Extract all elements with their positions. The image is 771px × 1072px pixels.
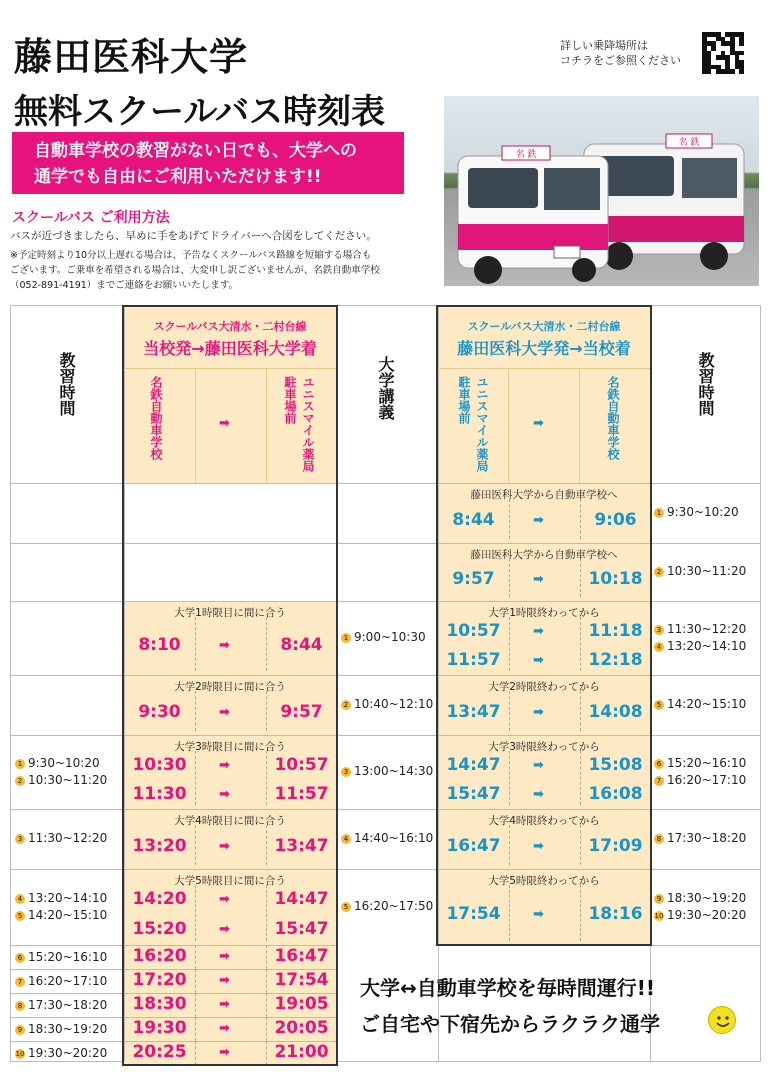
lecture-time-text: 16:20~17:50 <box>354 899 434 913</box>
outbound-departure-time: 8:10 <box>138 635 181 655</box>
lesson-time-text: 10:30~11:20 <box>667 564 747 578</box>
lesson-number-badge: 1 <box>15 759 25 769</box>
lecture-time <box>341 831 433 845</box>
lesson-number-badge: 2 <box>341 700 351 710</box>
bus-photo <box>444 96 759 286</box>
slogan-line-1: 大学↔自動車学校を毎時間運行!! <box>360 976 655 1000</box>
lecture-time <box>341 764 433 778</box>
lecture-time <box>341 630 426 644</box>
lesson-time-text: 17:30~18:20 <box>667 831 747 845</box>
lecture-time-text: 10:40~12:10 <box>354 697 434 711</box>
lesson-number-badge: 7 <box>15 977 25 987</box>
outbound-arrival-time: 16:47 <box>274 946 329 966</box>
left-lesson-header: 教習時間 <box>57 352 76 416</box>
lesson-time-text: 15:20~16:10 <box>667 756 747 770</box>
inbound-arrival-time: 18:16 <box>588 904 643 924</box>
usage-note-line-2: ございます。ご乗車を希望される場合は、大変申し訳ございませんが、名鉄自動車学校 <box>10 265 380 276</box>
inbound-note: 大学4時限終わってから <box>488 815 600 827</box>
inbound-arrow: ➡ <box>533 572 544 587</box>
outbound-arrow: ➡ <box>219 892 230 907</box>
lesson-number-badge: 8 <box>654 834 664 844</box>
lesson-time-text: 16:20~17:10 <box>667 773 747 787</box>
lesson-number-badge: 6 <box>15 953 25 963</box>
timetable <box>10 305 761 1062</box>
inbound-arrow: ➡ <box>533 839 544 854</box>
page-subtitle: 無料スクールバス時刻表 <box>14 92 385 132</box>
inbound-arrival-time: 11:18 <box>588 620 643 641</box>
lesson-time-text: 18:30~19:20 <box>28 1022 108 1036</box>
lesson-number-badge: 5 <box>341 902 351 912</box>
outbound-arrow: ➡ <box>219 638 230 653</box>
outbound-note: 大学1時限目に間に合う <box>174 607 286 619</box>
outbound-arrival-time: 10:57 <box>274 754 329 775</box>
bus-sign-back: 名 鉄 <box>678 138 700 148</box>
lesson-number-badge: 2 <box>654 567 664 577</box>
lesson-number-badge: 9 <box>15 1025 25 1035</box>
inbound-departure-time: 14:47 <box>446 754 501 775</box>
outbound-departure-time: 10:30 <box>132 754 187 775</box>
outbound-note: 大学2時限目に間に合う <box>174 681 286 693</box>
outbound-from-stop: 名鉄自動車学校 <box>149 376 163 460</box>
lesson-number-badge: 8 <box>15 1001 25 1011</box>
outbound-line-name: スクールバス大清水・二村台線 <box>153 320 307 333</box>
lesson-time-text: 9:30~10:20 <box>667 505 739 519</box>
outbound-arrow: ➡ <box>219 973 230 988</box>
lesson-number-badge: 10 <box>654 912 664 920</box>
outbound-departure-time: 16:20 <box>132 946 187 966</box>
inbound-to-stop: 名鉄自動車学校 <box>606 376 620 460</box>
lesson-time-text: 11:30~12:20 <box>667 622 747 636</box>
lecture-time <box>341 899 433 913</box>
banner-line-2: 通学でも自由にご利用いただけます!! <box>34 167 322 187</box>
inbound-arrival-time: 9:06 <box>594 510 637 530</box>
lesson-time <box>15 950 107 964</box>
usage-note <box>10 248 430 293</box>
lecture-time-text: 14:40~16:10 <box>354 831 434 845</box>
outbound-arrow: ➡ <box>219 839 230 854</box>
lesson-number-badge: 9 <box>654 894 664 904</box>
lesson-time <box>15 1046 107 1060</box>
lesson-time-text: 10:30~11:20 <box>28 773 108 787</box>
lesson-time <box>654 908 746 922</box>
outbound-arrival-time: 17:54 <box>274 970 329 990</box>
outbound-arrival-time: 14:47 <box>274 889 329 909</box>
outbound-departure-time: 11:30 <box>132 783 187 804</box>
usage-note-line-1: ※予定時刻より10分以上遅れる場合は、予告なくスクールバス路線を短縮する場合も <box>10 250 372 261</box>
outbound-to-stop: ユニスマイル薬局駐車場前 <box>283 376 315 472</box>
lesson-time <box>654 639 746 653</box>
outbound-departure-time: 9:30 <box>138 702 181 722</box>
inbound-arrival-time: 16:08 <box>588 783 643 804</box>
bus-illustration <box>444 96 759 286</box>
lesson-number-badge: 7 <box>654 776 664 786</box>
inbound-from-stop: ユニスマイル薬局駐車場前 <box>457 376 489 472</box>
lesson-time <box>15 998 107 1012</box>
inbound-line-name: スクールバス大清水・二村台線 <box>467 320 621 333</box>
outbound-arrow: ➡ <box>219 922 230 937</box>
outbound-note: 大学5時限目に間に合う <box>174 875 286 887</box>
qr-code[interactable] <box>700 30 746 76</box>
inbound-arrival-time: 17:09 <box>588 836 643 856</box>
lesson-number-badge: 4 <box>341 834 351 844</box>
outbound-departure-time: 15:20 <box>132 919 187 939</box>
outbound-arrow: ➡ <box>219 1021 230 1036</box>
lesson-number-badge: 6 <box>654 759 664 769</box>
inbound-departure-time: 13:47 <box>446 702 501 722</box>
lesson-time <box>15 908 107 922</box>
inbound-arrow: ➡ <box>533 907 544 922</box>
outbound-arrow: ➡ <box>219 705 230 720</box>
inbound-departure-time: 9:57 <box>452 569 495 589</box>
lesson-time-text: 16:20~17:10 <box>28 974 108 988</box>
inbound-note: 大学3時限終わってから <box>488 741 600 753</box>
inbound-departure-time: 16:47 <box>446 836 501 856</box>
outbound-arrow: ➡ <box>219 997 230 1012</box>
usage-instruction: バスが近づきましたら、早めに手をあげてドライバーへ合図をしてください。 <box>10 230 377 242</box>
lesson-time <box>654 891 746 905</box>
inbound-arrival-time: 14:08 <box>588 702 643 722</box>
lecture-time-text: 9:00~10:30 <box>354 630 426 644</box>
lesson-time-text: 18:30~19:20 <box>667 891 747 905</box>
outbound-frame <box>122 305 338 1066</box>
outbound-arrow: ➡ <box>219 1045 230 1060</box>
inbound-departure-time: 8:44 <box>452 510 495 530</box>
inbound-note: 大学1時限終わってから <box>488 607 600 619</box>
outbound-departure-time: 14:20 <box>132 889 187 909</box>
slogan-line-2: ご自宅や下宿先からラクラク通学 <box>360 1012 660 1036</box>
outbound-arrow: ➡ <box>219 757 230 773</box>
outbound-arrival-time: 21:00 <box>274 1042 329 1062</box>
usage-heading: スクールバス ご利用方法 <box>12 210 170 226</box>
smiley-icon <box>708 1006 736 1034</box>
lesson-time-text: 11:30~12:20 <box>28 831 108 845</box>
lesson-time-text: 19:30~20:20 <box>28 1046 108 1060</box>
lesson-time <box>15 756 100 770</box>
lesson-time <box>15 773 107 787</box>
inbound-arrow: ➡ <box>533 652 544 668</box>
inbound-departure-time: 15:47 <box>446 783 501 804</box>
lesson-time <box>654 756 746 770</box>
lecture-time-text: 13:00~14:30 <box>354 764 434 778</box>
lesson-time-text: 14:20~15:10 <box>667 697 747 711</box>
outbound-direction: 当校発→藤田医科大学着 <box>143 339 317 358</box>
outbound-arrival-time: 11:57 <box>274 783 329 804</box>
lesson-number-badge: 5 <box>15 911 25 921</box>
lesson-number-badge: 1 <box>341 633 351 643</box>
qr-caption-line-1: 詳しい乗降場所は <box>560 39 648 52</box>
lesson-number-badge: 2 <box>15 776 25 786</box>
lesson-number-badge: 1 <box>654 508 664 518</box>
lesson-time <box>654 622 746 636</box>
lesson-time <box>654 564 746 578</box>
inbound-departure-time: 10:57 <box>446 620 501 641</box>
qr-module <box>739 69 744 74</box>
inbound-frame <box>436 305 652 946</box>
outbound-arrival-time: 13:47 <box>274 836 329 856</box>
lesson-time <box>15 1022 107 1036</box>
inbound-note: 藤田医科大学から自動車学校へ <box>470 489 618 501</box>
outbound-arrival-time: 9:57 <box>280 702 323 722</box>
lesson-time <box>654 697 746 711</box>
inbound-note: 大学2時限終わってから <box>488 681 600 693</box>
lesson-number-badge: 4 <box>15 894 25 904</box>
lecture-header: 大学講義 <box>376 356 395 420</box>
lesson-number-badge: 3 <box>341 767 351 777</box>
lesson-time <box>654 831 746 845</box>
lesson-time-text: 19:30~20:20 <box>667 908 747 922</box>
outbound-departure-time: 19:30 <box>132 1018 187 1038</box>
outbound-note: 大学4時限目に間に合う <box>174 815 286 827</box>
outbound-departure-time: 20:25 <box>132 1042 187 1062</box>
qr-caption <box>560 38 681 68</box>
lesson-time-text: 13:20~14:10 <box>28 891 108 905</box>
outbound-arrow: ➡ <box>219 949 230 964</box>
lesson-time <box>654 773 746 787</box>
lesson-time-text: 13:20~14:10 <box>667 639 747 653</box>
inbound-header-arrow: ➡ <box>533 416 544 431</box>
inbound-note: 藤田医科大学から自動車学校へ <box>470 549 618 561</box>
outbound-departure-time: 17:20 <box>132 970 187 990</box>
inbound-direction: 藤田医科大学発→当校着 <box>457 339 631 358</box>
bus-sign-front: 名 鉄 <box>515 150 537 160</box>
lecture-time <box>341 697 433 711</box>
lesson-time-text: 14:20~15:10 <box>28 908 108 922</box>
lesson-number-badge: 5 <box>654 700 664 710</box>
qr-caption-line-2: コチラをご参照ください <box>560 54 681 67</box>
banner-line-1: 自動車学校の教習がない日でも、大学への <box>34 141 357 161</box>
outbound-arrival-time: 15:47 <box>274 919 329 939</box>
inbound-arrival-time: 15:08 <box>588 754 643 775</box>
lesson-time-text: 17:30~18:20 <box>28 998 108 1012</box>
inbound-arrow: ➡ <box>533 623 544 639</box>
inbound-arrival-time: 10:18 <box>588 569 643 589</box>
inbound-departure-time: 17:54 <box>446 904 501 924</box>
inbound-arrow: ➡ <box>533 513 544 528</box>
lesson-time <box>654 505 739 519</box>
lesson-time <box>15 831 107 845</box>
inbound-note: 大学5時限終わってから <box>488 875 600 887</box>
lesson-time-text: 15:20~16:10 <box>28 950 108 964</box>
outbound-arrival-time: 20:05 <box>274 1018 329 1038</box>
lesson-time <box>15 891 107 905</box>
outbound-departure-time: 18:30 <box>132 994 187 1014</box>
outbound-departure-time: 13:20 <box>132 836 187 856</box>
outbound-header-arrow: ➡ <box>219 416 230 431</box>
right-lesson-header: 教習時間 <box>696 352 715 416</box>
lesson-number-badge: 3 <box>15 834 25 844</box>
lesson-time-text: 9:30~10:20 <box>28 756 100 770</box>
inbound-arrow: ➡ <box>533 757 544 773</box>
lesson-number-badge: 4 <box>654 642 664 652</box>
outbound-arrival-time: 8:44 <box>280 635 323 655</box>
outbound-arrow: ➡ <box>219 786 230 802</box>
lesson-time <box>15 974 107 988</box>
inbound-arrow: ➡ <box>533 786 544 802</box>
promo-banner <box>12 132 404 194</box>
page-title: 藤田医科大学 <box>14 35 249 79</box>
usage-note-line-3: （052-891-4191）までご連絡をお願いいたします。 <box>10 280 239 291</box>
lesson-number-badge: 10 <box>15 1050 25 1058</box>
outbound-arrival-time: 19:05 <box>274 994 329 1014</box>
inbound-arrival-time: 12:18 <box>588 649 643 670</box>
lesson-number-badge: 3 <box>654 625 664 635</box>
outbound-note: 大学3時限目に間に合う <box>174 741 286 753</box>
inbound-arrow: ➡ <box>533 705 544 720</box>
inbound-departure-time: 11:57 <box>446 649 501 670</box>
